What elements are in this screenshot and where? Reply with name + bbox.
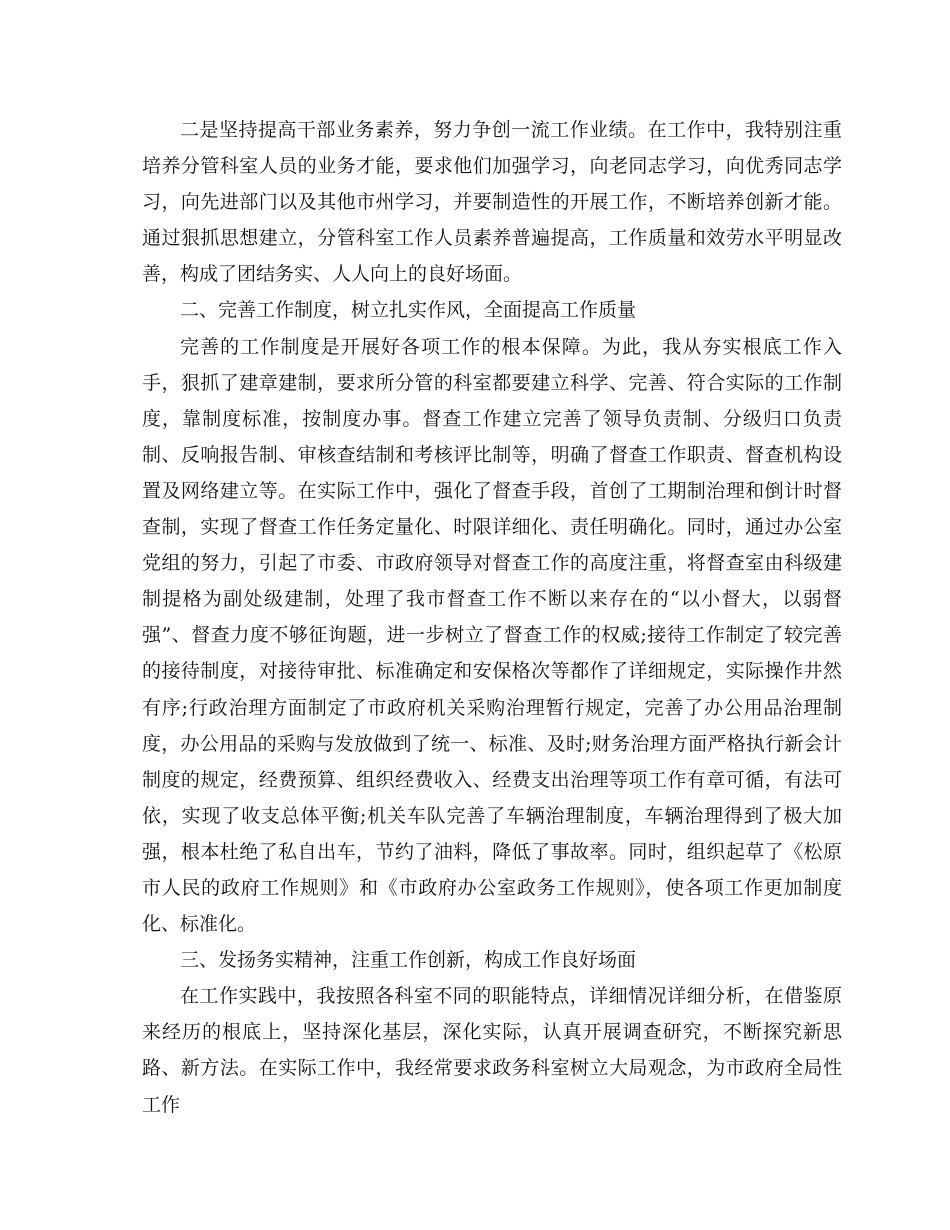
paragraph-cadre-training: 二是坚持提高干部业务素养，努力争创一流工作业绩。在工作中，我特别注重培养分管科室人员的业务才能，要求他们加强学习，向老同志学习，向优秀同志学习，向先进部门以及其他市州学习，并要制造性的开展工作，不断培养创新才能。通过狠抓思想建立，分管科室工作人员素养普遍提高，工作质量和效劳水平明显改善，构成了团结务实、人人向上的良好场面。: [142, 119, 842, 286]
paragraph-work-practice: 在工作实践中，我按照各科室不同的职能特点，详细情况详细分析，在借鉴原来经历的根底上，坚持深化基层，深化实际，认真开展调查研究，不断探究新思路、新方法。在实际工作中，我经常要求政务科室树立大局观念，为市政府全局性工作: [142, 985, 842, 1116]
section-heading-3: 三、发扬务实精神，注重工作创新，构成工作良好场面: [180, 949, 637, 972]
paragraph-work-system: 完善的工作制度是开展好各项工作的根本保障。为此，我从夯实根底工作入手，狠抓了建章建制，要求所分管的科室都要建立科学、完善、符合实际的工作制度，靠制度标准，按制度办事。督查工作建立完善了领导负责制、分级归口负责制、反响报告制、审核查结制和考核评比制等，明确了督查工作职责、督查机构设置及网络建立等。在实际工作中，强化了督查手段，首创了工期制治理和倒计时督查制，实现了督查工作任务定量化、时限详细化、责任明确化。同时，通过办公室党组的努力，引起了市委、市政府领导对督查工作的高度注重，将督查室由科级建制提格为副处级建制，处理了我市督查工作不断以来存在的“以小督大，以弱督强”、督查力度不够征询题，进一步树立了督查工作的权威;接待工作制定了较完善的接待制度，对接待审批、标准确定和安保格次等都作了详细规定，实际操作井然有序;行政治理方面制定了市政府机关采购治理暂行规定，完善了办公用品治理制度，办公用品的采购与发放做到了统一、标准、及时;财务治理方面严格执行新会计制度的规定，经费预算、组织经费收入、经费支出治理等项工作有章可循，有法可依，实现了收支总体平衡;机关车队完善了车辆治理制度，车辆治理得到了极大加强，根本杜绝了私自出车，节约了油料，降低了事故率。同时，组织起草了《松原市人民的政府工作规则》和《市政府办公室政务工作规则》，使各项工作更加制度化、标准化。: [142, 335, 842, 936]
document-body: [142, 112, 842, 1123]
section-heading-2: 二、完善工作制度，树立扎实作风，全面提高工作质量: [180, 299, 637, 322]
